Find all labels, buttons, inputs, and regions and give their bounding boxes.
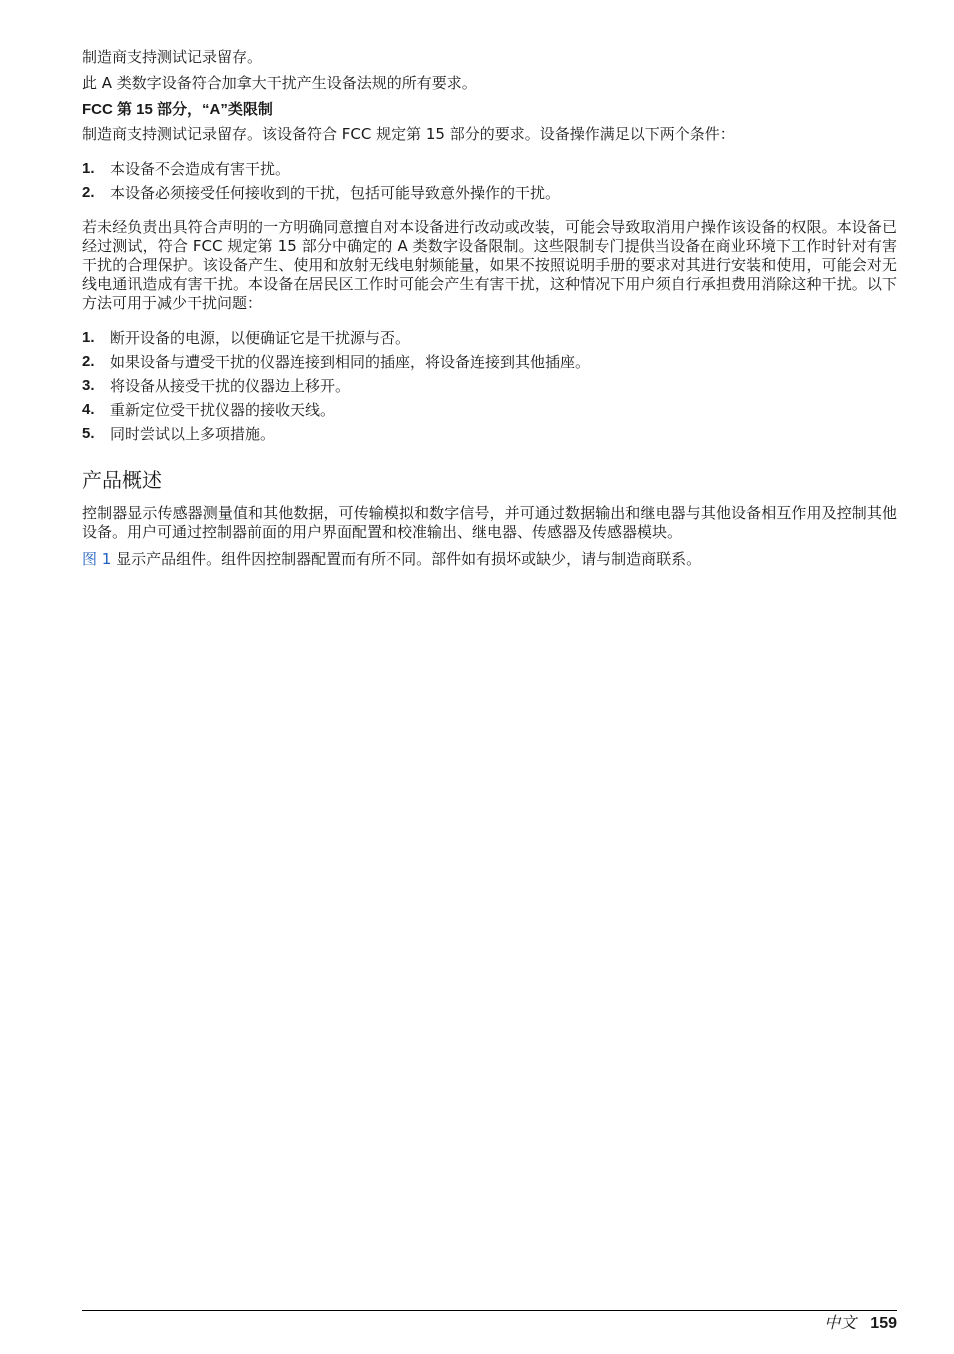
product-overview-heading: 产品概述 xyxy=(82,468,162,492)
figure-1-link[interactable]: 图 1 xyxy=(82,550,112,568)
page-number: 159 xyxy=(870,1315,897,1332)
list-item: 1. 断开设备的电源，以便确证它是干扰源与否。 xyxy=(82,329,411,347)
paragraph-product-overview: 控制器显示传感器测量值和其他数据，可传输模拟和数字信号，并可通过数据输出和继电器与其他设备相互作用及控制其他设备。用户可通过控制器前面的用户界面配置和校准输出、继电器、传感器及传感器模块。 xyxy=(82,504,897,541)
footer-language: 中文 xyxy=(824,1313,857,1332)
list-item: 4. 重新定位受干扰仪器的接收天线。 xyxy=(82,401,336,419)
paragraph-fcc-details: 若未经负责出具符合声明的一方明确同意擅自对本设备进行改动或改装，可能会导致取消用户操作该设备的权限。本设备已经过测试，符合 FCC 规定第 15 部分中确定的 A 类数字设备限制。这些限制专门提供当设备在商业环境下工作时针对有害干扰的合理保护。该设备产生、使用和放射无线电射频能量，如果不按照说明手册的要求对其进行安装和使用，可能会对无线电通讯造成有害干扰。本设备在居民区工作时可能会产生有害干扰，这种情况下用户须自行承担费用消除这种干扰。以下方法可用于减少干扰问题： xyxy=(82,218,897,312)
list-item: 2. 本设备必须接受任何接收到的干扰，包括可能导致意外操作的干扰。 xyxy=(82,184,561,202)
conditions-list xyxy=(82,157,897,205)
footer-divider xyxy=(82,1310,897,1311)
paragraph-fcc: 制造商支持测试记录留存。该设备符合 FCC 规定第 15 部分的要求。设备操作满足以下两个条件： xyxy=(82,125,735,143)
list-item: 1. 本设备不会造成有害干扰。 xyxy=(82,160,291,178)
page-footer xyxy=(824,1312,897,1335)
list-item: 2. 如果设备与遭受干扰的仪器连接到相同的插座，将设备连接到其他插座。 xyxy=(82,353,591,371)
list-item: 5. 同时尝试以上多项措施。 xyxy=(82,425,276,443)
paragraph-canada-compliance: 此 A 类数字设备符合加拿大干扰产生设备法规的所有要求。 xyxy=(82,74,477,92)
paragraph-test-records: 制造商支持测试记录留存。 xyxy=(82,48,263,66)
fcc-heading: FCC 第 15 部分，“A”类限制 xyxy=(82,101,273,118)
document-body xyxy=(82,48,897,569)
paragraph-figure-reference: 图 1 显示产品组件。组件因控制器配置而有所不同。部件如有损坏或缺少，请与制造商联系。 xyxy=(82,550,702,568)
list-item: 3. 将设备从接受干扰的仪器边上移开。 xyxy=(82,377,351,395)
methods-list xyxy=(82,326,897,446)
